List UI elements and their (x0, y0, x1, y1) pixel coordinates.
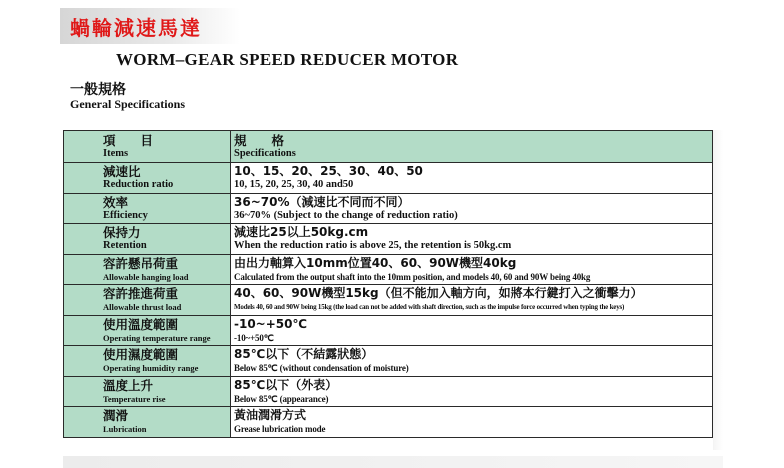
row-value-cell (231, 315, 713, 346)
row-label-cell (64, 407, 231, 438)
row-value-primary: 36~70%（減速比不同而不同） (234, 194, 410, 209)
row-value-primary: 黃油潤滑方式 (234, 408, 307, 423)
row-label-zh: 保持力 (103, 225, 141, 241)
row-label-zh: 容許推進荷重 (103, 286, 179, 302)
row-label-zh: 容許懸吊荷重 (103, 255, 179, 271)
section-heading-chinese: 一般規格 (70, 82, 126, 98)
table-header-row (64, 131, 713, 163)
row-value-secondary: -10~+50℃ (234, 332, 274, 343)
header-items-en: Items (103, 148, 129, 159)
row-value-cell (231, 346, 713, 377)
row-value-secondary: When the reduction ratio is above 25, the retention is 50kg.cm (234, 240, 512, 252)
row-label-en: Temperature rise (103, 393, 166, 404)
table-row (64, 407, 713, 438)
header-items-cell (64, 131, 231, 163)
row-label-cell (64, 224, 231, 255)
row-value-secondary: Grease lubrication mode (234, 424, 326, 435)
header-items-zh: 項 目 (103, 133, 154, 148)
row-label-zh: 減速比 (103, 164, 141, 180)
row-label-zh: 使用溫度範圍 (103, 316, 179, 332)
row-label-cell (64, 163, 231, 194)
row-value-secondary: 36~70% (Subject to the change of reduction ratio) (234, 209, 458, 221)
row-label-en: Operating humidity range (103, 363, 199, 374)
table-row (64, 224, 713, 255)
specifications-table (63, 130, 713, 438)
table-row (64, 315, 713, 346)
row-value-primary: 85℃以下（外表） (234, 377, 338, 392)
table-row (64, 346, 713, 377)
row-label-zh: 效率 (103, 194, 129, 210)
table-row (64, 285, 713, 316)
row-label-en: Retention (103, 240, 147, 252)
row-value-cell (231, 193, 713, 224)
row-value-primary: 減速比25以上50kg.cm (234, 225, 369, 240)
section-heading-english: General Specifications (70, 97, 185, 111)
row-value-primary: -10~+50℃ (234, 316, 308, 331)
row-value-cell (231, 224, 713, 255)
header-spec-en: Specifications (234, 148, 296, 159)
row-value-secondary: Below 85℃ (appearance) (234, 393, 329, 404)
title-english: WORM–GEAR SPEED REDUCER MOTOR (116, 50, 459, 69)
row-label-en: Lubrication (103, 424, 147, 435)
row-label-cell (64, 346, 231, 377)
row-value-primary: 40、60、90W機型15kg（但不能加入軸方向，如將本行鍵打入之衝擊力） (234, 286, 643, 301)
row-value-secondary: Calculated from the output shaft into the 10mm position, and models 40, 60 and 90W being 40kg (234, 271, 591, 282)
row-label-cell (64, 285, 231, 316)
row-label-cell (64, 376, 231, 407)
row-label-en: Reduction ratio (103, 179, 174, 191)
row-label-en: Allowable thrust load (103, 302, 182, 313)
row-value-primary: 由出力軸算入10mm位置40、60、90W機型40kg (234, 255, 517, 270)
row-value-cell (231, 285, 713, 316)
row-label-cell (64, 254, 231, 285)
row-value-cell (231, 376, 713, 407)
row-value-secondary: 10, 15, 20, 25, 30, 40 and50 (234, 179, 354, 191)
title-chinese: 蝸輪減速馬達 (70, 16, 202, 40)
row-label-zh: 溫度上升 (103, 377, 154, 393)
header-spec-cell (231, 131, 713, 163)
table-row (64, 254, 713, 285)
row-value-cell (231, 407, 713, 438)
row-value-primary: 85℃以下（不結露狀態） (234, 347, 374, 362)
row-label-zh: 使用濕度範圍 (103, 347, 179, 363)
row-value-cell (231, 163, 713, 194)
bottom-divider (63, 456, 723, 468)
table-row (64, 163, 713, 194)
row-label-cell (64, 315, 231, 346)
row-label-en: Operating temperature range (103, 332, 211, 343)
row-value-secondary: Below 85℃ (without condensation of moisture) (234, 363, 409, 374)
row-label-en: Allowable hanging load (103, 271, 189, 282)
table-row (64, 376, 713, 407)
row-value-cell (231, 254, 713, 285)
row-label-cell (64, 193, 231, 224)
table-shadow (713, 130, 723, 450)
table-row (64, 193, 713, 224)
row-label-en: Efficiency (103, 209, 148, 221)
row-value-secondary: Models 40, 60 and 90W being 15kg (the load can not be added with shaft direction, such as the impulse force occurred when typing the keys) (234, 303, 625, 312)
header-spec-zh: 規 格 (234, 133, 285, 148)
row-label-zh: 潤滑 (103, 408, 129, 424)
row-value-primary: 10、15、20、25、30、40、50 (234, 164, 423, 179)
